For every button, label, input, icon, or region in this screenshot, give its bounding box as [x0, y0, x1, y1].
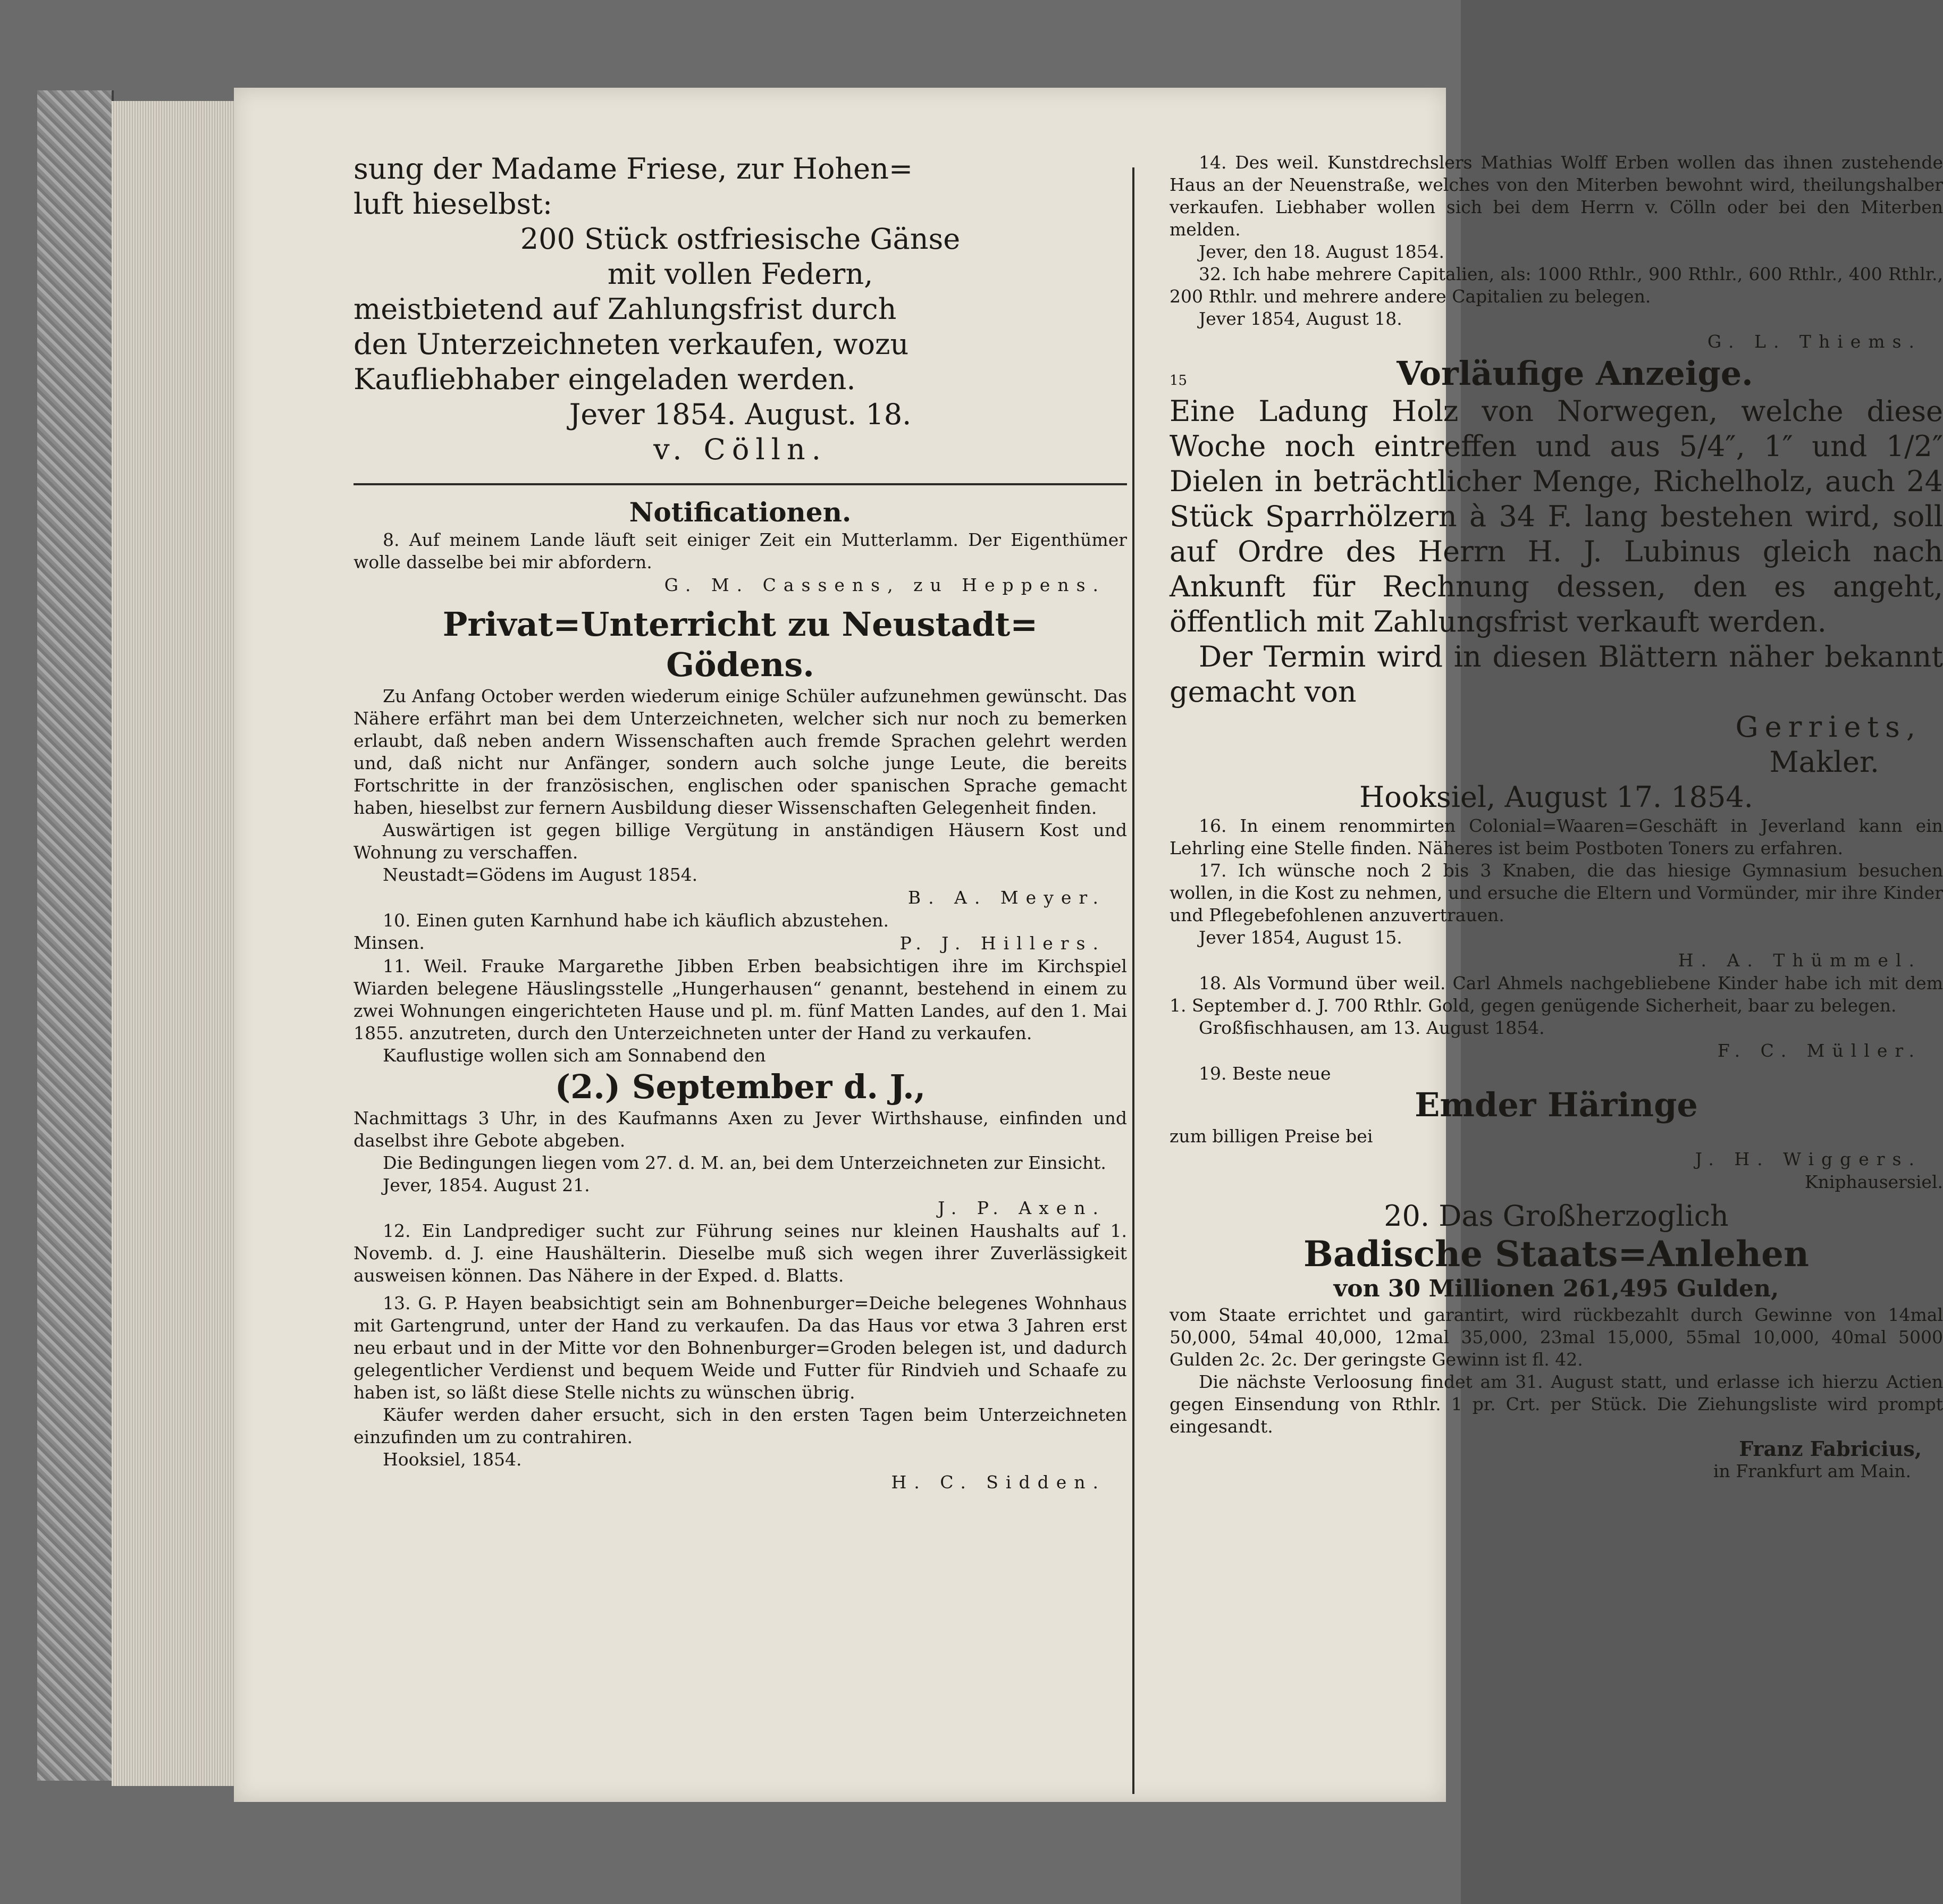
- column-divider: [1132, 167, 1134, 1794]
- notice-20-line3: von 30 Millionen 261,495 Gulden,: [1333, 1275, 1779, 1302]
- notice-11-signature: J. P. Axen.: [938, 1198, 1106, 1218]
- notice-20-text2: Die nächste Verloosung findet am 31. August statt, und erlasse ich hierzu Actien gegen Einsendung von Rthlr. 1 pr. Crt. per Stück. Die Ziehungsliste wird prompt eingesandt.: [1170, 1371, 1943, 1437]
- notice-10-place: Minsen.: [354, 932, 425, 953]
- private-lessons-heading-2: Gödens.: [666, 645, 814, 684]
- sale-line4: mit vollen Federn,: [607, 257, 873, 291]
- sale-line6: den Unterzeichneten verkaufen, wozu: [354, 327, 909, 361]
- notice-13-date: Hooksiel, 1854.: [383, 1449, 522, 1470]
- left-column: [354, 151, 1127, 1494]
- sale-line5: meistbietend auf Zahlungsfrist durch: [354, 292, 897, 326]
- notice-11-text2: Kauflustige wollen sich am Sonnabend den: [383, 1045, 766, 1066]
- notice-32-signature: G. L. Thiems.: [1707, 331, 1922, 352]
- sale-line3: 200 Stück ostfriesische Gänse: [520, 222, 961, 256]
- sale-line2: luft hieselbst:: [354, 187, 553, 221]
- notice-32-date: Jever 1854, August 18.: [1199, 308, 1402, 329]
- private-lessons-heading-1: Privat=Unterricht zu Neustadt=: [442, 605, 1038, 644]
- notice-15-text2: Der Termin wird in diesen Blättern näher bekannt gemacht von: [1170, 640, 1943, 709]
- notice-18-signature: F. C. Müller.: [1717, 1040, 1922, 1061]
- notice-18-text: 18. Als Vormund über weil. Carl Ahmels nachgebliebene Kinder habe ich mit dem 1. September d. J. 700 Rthlr. Gold, gegen genügende Sicherheit, baar zu belegen.: [1170, 973, 1943, 1016]
- right-column: [1170, 151, 1943, 1482]
- notice-15-signature: Gerriets,: [1735, 710, 1922, 744]
- notice-15-date: Hooksiel, August 17. 1854.: [1359, 780, 1753, 814]
- sale-line7: Kaufliebhaber eingeladen werden.: [354, 363, 856, 396]
- notice-10-text: 10. Einen guten Karnhund habe ich käuflich abzustehen.: [383, 910, 889, 931]
- notice-15-number: 15: [1170, 373, 1188, 389]
- notice-10-signature: P. J. Hillers.: [899, 933, 1106, 954]
- notice-19-place: Kniphausersiel.: [1804, 1172, 1943, 1192]
- notice-14-date: Jever, den 18. August 1854.: [1199, 241, 1445, 262]
- notifications-heading: Notificationen.: [629, 496, 852, 528]
- notice-20-text: vom Staate errichtet und garantirt, wird rückbezahlt durch Gewinne von 14mal 50,000, 54mal 40,000, 12mal 35,000, 23mal 15,000, 55mal 10,000, 40mal 5000 Gulden 2c. 2c. Der geringste Gewinn ist fl. 42.: [1170, 1304, 1943, 1370]
- notice-17-date: Jever 1854, August 15.: [1199, 927, 1402, 948]
- notice-13-signature: H. C. Sidden.: [891, 1472, 1106, 1493]
- notice-11-text4: Die Bedingungen liegen vom 27. d. M. an, bei dem Unterzeichneten zur Einsicht.: [383, 1152, 1106, 1173]
- sale-line1: sung der Madame Friese, zur Hohen=: [354, 152, 913, 186]
- notice-15-role: Makler.: [1769, 745, 1879, 779]
- private-lessons-date: Neustadt=Gödens im August 1854.: [383, 864, 698, 885]
- section-rule: [354, 483, 1127, 485]
- notice-16-text: 16. In einem renommirten Colonial=Waaren=Geschäft in Jeverland kann ein Lehrling eine Stelle finden. Näheres ist beim Postboten Toners zu erfahren.: [1170, 815, 1943, 858]
- book-cover-edge: [37, 90, 114, 1781]
- notice-15-header: [1170, 353, 1943, 394]
- notice-20-line1: 20. Das Großherzoglich: [1384, 1199, 1729, 1233]
- notice-19-big: Emder Häringe: [1415, 1085, 1698, 1124]
- notice-15-heading: Vorläufige Anzeige.: [1397, 354, 1753, 393]
- notice-14-text: 14. Des weil. Kunstdrechslers Mathias Wolff Erben wollen das ihnen zustehende Haus an der Neuenstraße, welches von den Miterben bewohnt wird, theilungshalber verkaufen. Liebhaber wollen sich bei dem Herrn v. Cölln oder bei den Miterben melden.: [1170, 152, 1943, 240]
- notice-19-text2: zum billigen Preise bei: [1170, 1126, 1373, 1147]
- notice-13-text2: Käufer werden daher ersucht, sich in den ersten Tagen beim Unterzeichneten einzufinden um zu contrahiren.: [354, 1404, 1127, 1447]
- notice-11-text: 11. Weil. Frauke Margarethe Jibben Erben beabsichtigen ihre im Kirchspiel Wiarden belegene Häuslingsstelle „Hungerhausen“ genannt, bestehend in einem zu zwei Wohnungen eingerichteten Hause und pl. m. fünf Matten Landes, auf den 1. Mai 1855. anzutreten, durch den Unterzeichneten unter der Hand zu verkaufen.: [354, 956, 1127, 1043]
- notice-17-text: 17. Ich wünsche noch 2 bis 3 Knaben, die das hiesige Gymnasium besuchen wollen, in die Kost zu nehmen, und ersuche die Eltern und Vormünder, mir ihre Kinder und Pflegebefohlenen anzuvertrauen.: [1170, 860, 1943, 925]
- notice-8-signature: G. M. Cassens, zu Heppens.: [664, 575, 1106, 595]
- sale-date: Jever 1854. August. 18.: [569, 398, 912, 431]
- notice-17-signature: H. A. Thümmel.: [1678, 950, 1922, 971]
- notice-18-date: Großfischhausen, am 13. August 1854.: [1199, 1017, 1545, 1038]
- private-lessons-signature: B. A. Meyer.: [907, 887, 1106, 908]
- notice-19-signature: J. H. Wiggers.: [1695, 1149, 1922, 1169]
- notice-13-text: 13. G. P. Hayen beabsichtigt sein am Bohnenburger=Deiche belegenes Wohnhaus mit Gartengrund, unter der Hand zu verkaufen. Da das Haus vor etwa 3 Jahren erst neu erbaut und in der Mitte vor den Bohnenburger=Groden belegen ist, und dadurch gelegentlicher Verdienst und bequem Weide und Futter für Rindvieh und Schaafe zu haben ist, so läßt diese Stelle nichts zu wünschen übrig.: [354, 1293, 1127, 1403]
- sale-signature: v. Cölln.: [653, 433, 827, 466]
- sale-geese-notice: [354, 151, 1127, 467]
- notice-20-line2: Badische Staats=Anlehen: [1303, 1233, 1809, 1275]
- private-lessons-text: Zu Anfang October werden wiederum einige Schüler aufzunehmen gewünscht. Das Nähere erfährt man bei dem Unterzeichneten, welcher sich nur noch zu bemerken erlaubt, daß neben andern Wissenschaften auch fremde Sprachen gelehrt werden und, daß nicht nur Anfänger, sondern auch solche junge Leute, die bereits Fortschritte in der französischen, englischen oder spanischen Sprache gemacht haben, hieselbst zur fernern Ausbildung dieser Wissenschaften Gelegenheit finden.: [354, 686, 1127, 818]
- notice-10-footer: [354, 932, 1127, 955]
- notice-19-text: 19. Beste neue: [1199, 1063, 1331, 1084]
- notice-15-text: Eine Ladung Holz von Norwegen, welche diese Woche noch eintreffen und aus 5/4″, 1″ und 1/2″ Dielen in beträchtlicher Menge, Richelholz, auch 24 Stück Sparrhölzern à 34 F. lang bestehen wird, soll auf Ordre des Herrn H. J. Lubinus gleich nach Ankunft für Rechnung dessen, den es angeht, öffentlich mit Zahlungsfrist verkauft werden.: [1170, 394, 1943, 638]
- notice-11-date-big: (2.) September d. J.,: [554, 1067, 926, 1106]
- notice-11-date: Jever, 1854. August 21.: [383, 1175, 590, 1195]
- newspaper-page: [234, 88, 1943, 1802]
- notice-32-text: 32. Ich habe mehrere Capitalien, als: 1000 Rthlr., 900 Rthlr., 600 Rthlr., 400 Rthlr., 200 Rthlr. und mehrere andere Capitalien zu belegen.: [1170, 264, 1943, 307]
- private-lessons-text2: Auswärtigen ist gegen billige Vergütung in anständigen Häusern Kost und Wohnung zu verschaffen.: [354, 820, 1127, 863]
- page-edges: [112, 101, 235, 1786]
- notice-12-text: 12. Ein Landprediger sucht zur Führung seines nur kleinen Haushalts auf 1. Novemb. d. J. eine Haushälterin. Dieselbe muß sich wegen ihrer Zuverlässigkeit ausweisen können. Das Nähere in der Exped. d. Blatts.: [354, 1220, 1127, 1286]
- notice-11-text3: Nachmittags 3 Uhr, in des Kaufmanns Axen zu Jever Wirthshause, einfinden und daselbst ihre Gebote abgeben.: [354, 1108, 1127, 1151]
- notice-20-signature: Franz Fabricius,: [1739, 1437, 1922, 1461]
- notice-20-place: in Frankfurt am Main.: [1713, 1461, 1911, 1481]
- notice-8-text: 8. Auf meinem Lande läuft seit einiger Zeit ein Mutterlamm. Der Eigenthümer wolle dasselbe bei mir abfordern.: [354, 529, 1127, 572]
